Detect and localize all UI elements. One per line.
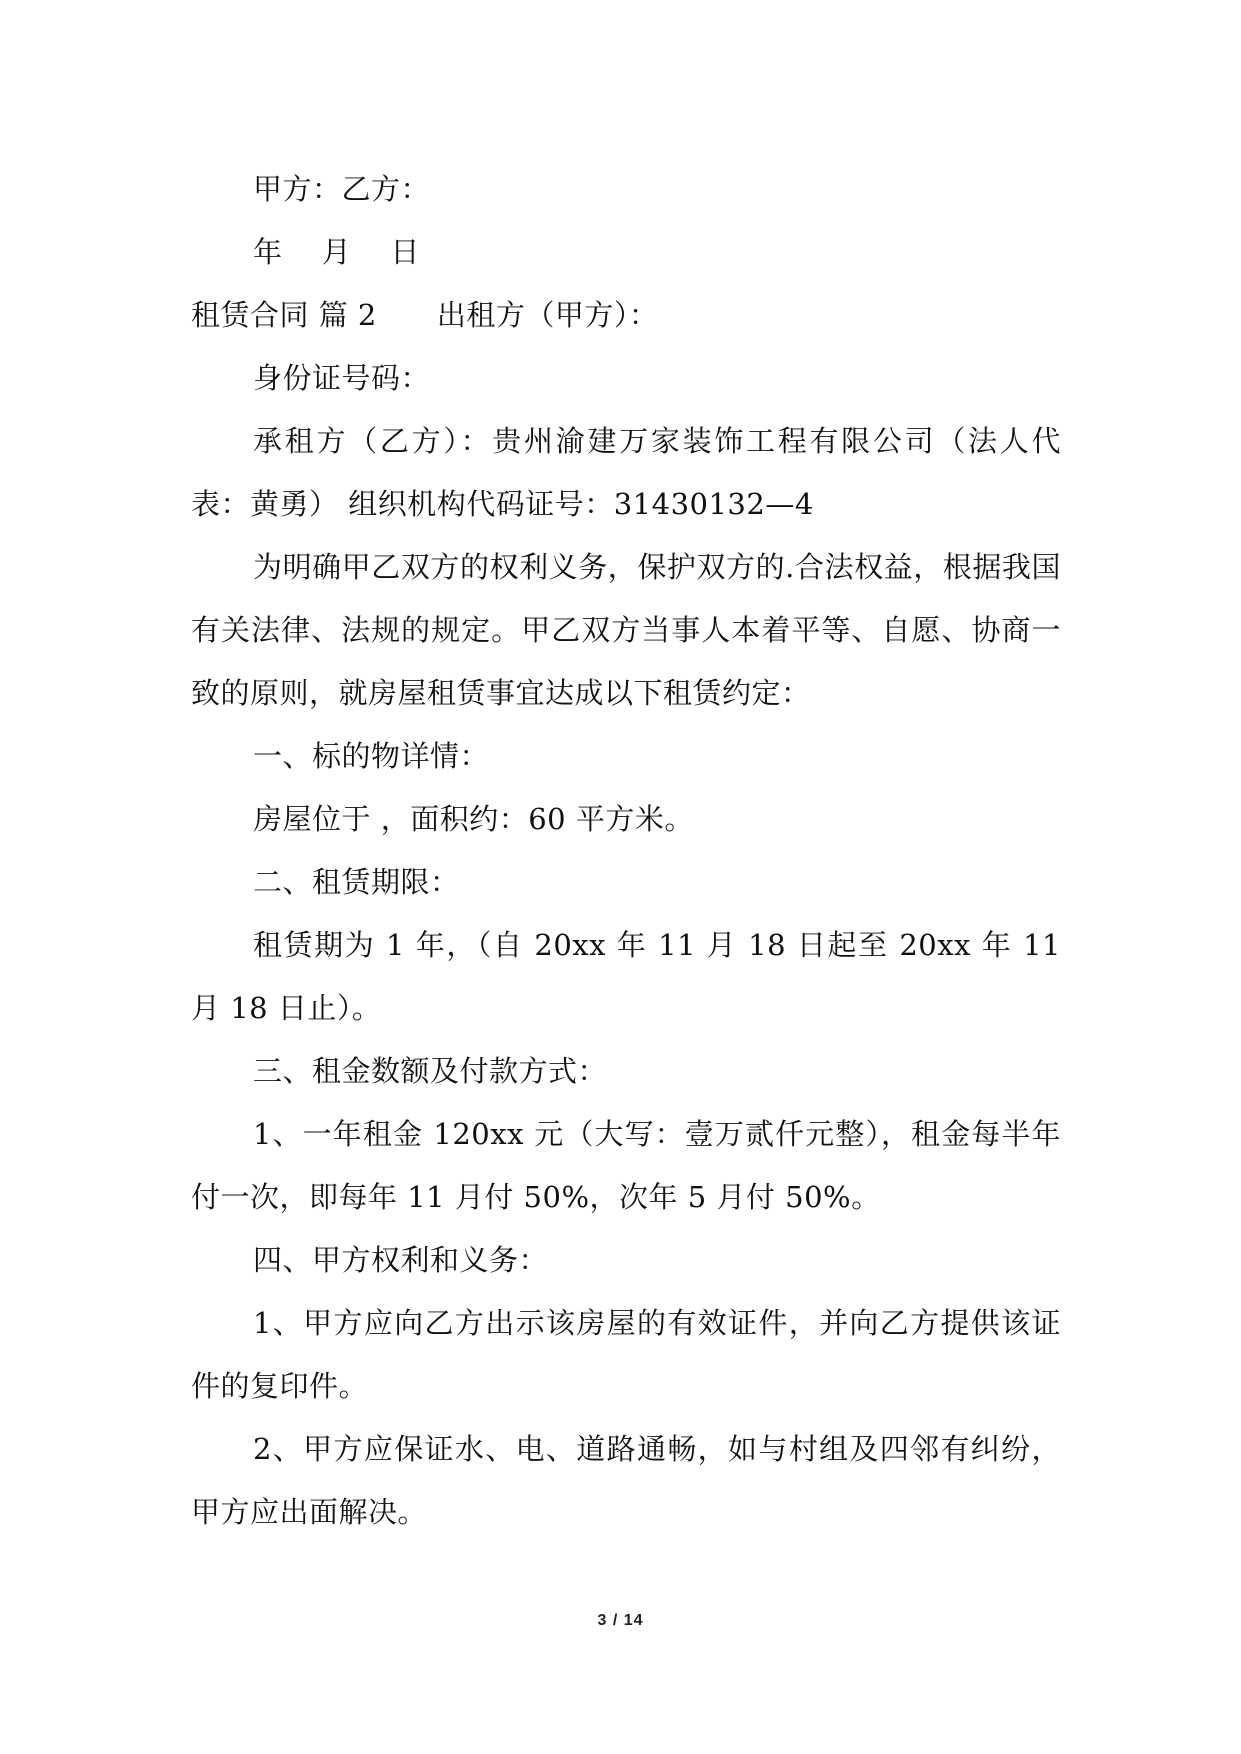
lessor-duty-1-paragraph: 1、甲方应向乙方出示该房屋的有效证件，并向乙方提供该证件的复印件。 <box>191 1306 1061 1403</box>
section-2-heading: 二、租赁期限： <box>253 865 460 899</box>
rent-paragraph: 1、一年租金 120xx 元（大写：壹万贰仟元整），租金每半年付一次，即每年 11 月付 50%，次年 5 月付 50%。 <box>191 1117 1061 1214</box>
id-number-line: 身份证号码： <box>253 361 431 395</box>
contract-heading-row <box>191 284 1061 347</box>
document-body <box>191 158 1061 1544</box>
page-number: 3 / 14 <box>597 1612 644 1629</box>
lessor-duty-2-paragraph: 2、甲方应保证水、电、道路通畅，如与村组及四邻有纠纷，甲方应出面解决。 <box>191 1432 1061 1529</box>
lease-term-paragraph: 租赁期为 1 年，（自 20xx 年 11 月 18 日起至 20xx 年 11 月 18 日止）。 <box>191 928 1061 1025</box>
lessor-label: 出租方（甲方）： <box>436 298 659 332</box>
date-line: 年 月 日 <box>253 235 420 269</box>
lessee-paragraph: 承租方（乙方）：贵州渝建万家装饰工程有限公司（法人代表：黄勇） 组织机构代码证号：31430132—4 <box>191 424 1061 521</box>
contract-title: 租赁合同 篇 2 <box>191 298 377 332</box>
section-3-heading: 三、租金数额及付款方式： <box>253 1054 608 1088</box>
section-4-heading: 四、甲方权利和义务： <box>253 1243 549 1277</box>
property-location-line: 房屋位于 ，面积约：60 平方米。 <box>253 802 694 836</box>
section-1-heading: 一、标的物详情： <box>253 739 490 773</box>
purpose-paragraph: 为明确甲乙双方的权利义务，保护双方的.合法权益，根据我国有关法律、法规的规定。甲乙双方当事人本着平等、自愿、协商一致的原则，就房屋租赁事宜达成以下租赁约定： <box>191 550 1061 710</box>
signature-parties-line: 甲方：乙方： <box>253 172 431 206</box>
